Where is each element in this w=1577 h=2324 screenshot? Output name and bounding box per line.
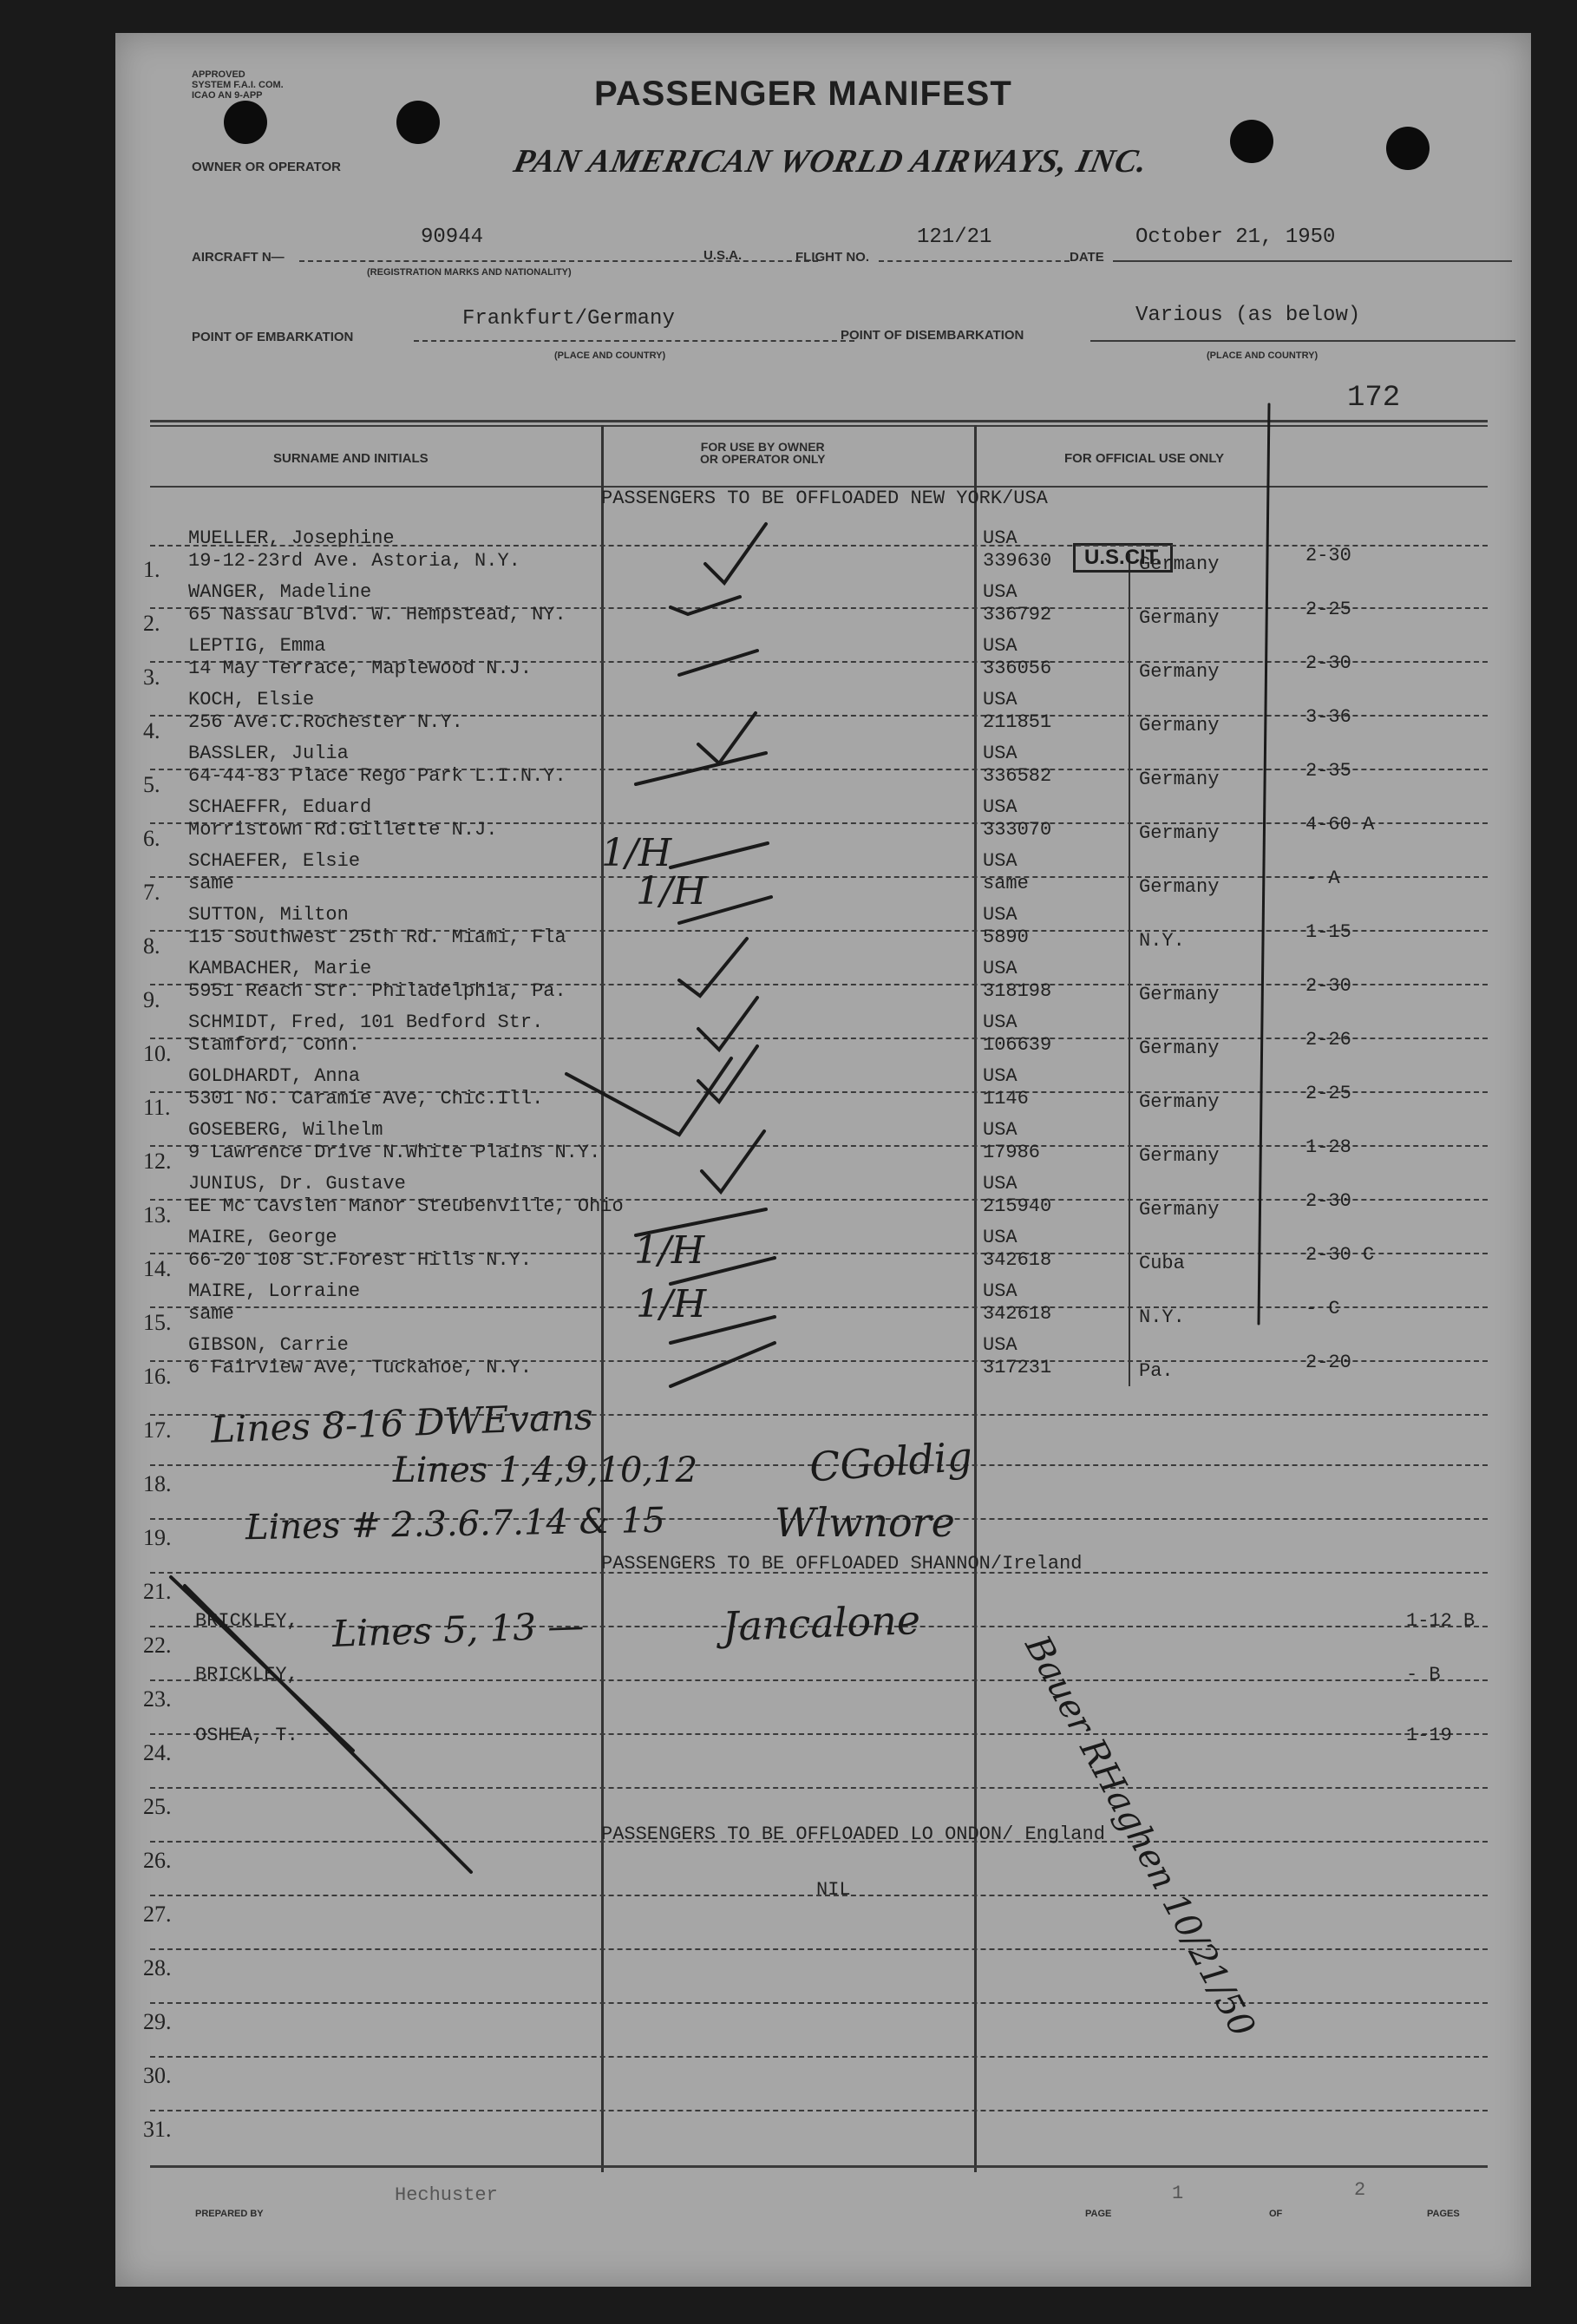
passenger-name: GOLDHARDT, Anna <box>188 1065 361 1087</box>
code-entry: 2-30 <box>1305 1190 1351 1212</box>
handwritten-signature: Jancalone <box>722 1596 921 1650</box>
manifest-page <box>115 33 1531 2287</box>
row-rule <box>150 1679 1488 1681</box>
passport-number: 318198 <box>983 980 1052 1002</box>
aircraft-number: 90944 <box>421 226 484 249</box>
passenger-address: 19-12-23rd Ave. Astoria, N.Y. <box>188 550 520 572</box>
col-owner-header: FOR USE BY OWNER OR OPERATOR ONLY <box>700 440 826 466</box>
passenger-address: Morristown Rd.Gillette N.J. <box>188 819 498 841</box>
row-rule <box>150 2110 1488 2111</box>
line-number: 3. <box>143 664 160 690</box>
passenger-name: SCHAEFER, Elsie <box>188 850 361 872</box>
passport-number: 17986 <box>983 1142 1041 1163</box>
country-entry: Germany <box>1139 607 1220 629</box>
flight-number: 121/21 <box>917 226 992 249</box>
passenger-nationality: USA <box>983 689 1018 710</box>
embark-place: Frankfurt/Germany <box>462 307 675 331</box>
row-rule <box>150 876 1488 878</box>
row-rule <box>150 2056 1488 2058</box>
line-number: 10. <box>143 1041 172 1066</box>
passenger-name: JUNIUS, Dr. Gustave <box>188 1173 406 1195</box>
passenger-address: 115 Southwest 25th Rd. Miami, Fla <box>188 926 566 948</box>
passenger-address: same <box>188 1303 234 1325</box>
handwritten-note: Lines 8-16 DWEvans <box>210 1395 594 1451</box>
country-entry: Germany <box>1139 822 1220 844</box>
line-number: 14. <box>143 1256 172 1281</box>
punch-hole <box>1230 120 1273 163</box>
line-number: 5. <box>143 772 160 797</box>
passenger-address: EE Mc Cavslen Manor Steubenville, Ohio <box>188 1195 624 1217</box>
passport-number: 342618 <box>983 1303 1052 1325</box>
pages-label: PAGES <box>1427 2209 1460 2219</box>
handwritten-note: Lines # 2.3.6.7.14 & 15 <box>245 1500 666 1548</box>
passenger-name: SUTTON, Milton <box>188 904 349 926</box>
form-title: PASSENGER MANIFEST <box>594 75 1012 113</box>
svg-text:1/H: 1/H <box>636 1282 707 1326</box>
country-entry: Germany <box>1139 715 1220 736</box>
country-entry: Germany <box>1139 1145 1220 1167</box>
line-number: 4. <box>143 718 160 743</box>
usa-label: U.S.A. <box>703 248 743 263</box>
airline-name: PAN AMERICAN WORLD AIRWAYS, INC. <box>510 143 1152 180</box>
passenger-nationality: USA <box>983 581 1018 603</box>
col-official-header: FOR OFFICIAL USE ONLY <box>1064 451 1225 466</box>
code-entry: 2-35 <box>1305 760 1351 782</box>
owner-label: OWNER OR OPERATOR <box>192 160 341 174</box>
line-number: 9. <box>143 987 160 1012</box>
code-entry: 2-26 <box>1305 1029 1351 1051</box>
passenger-name: MAIRE, Lorraine <box>188 1280 361 1302</box>
handwritten-signature: Wlwnore <box>775 1499 955 1546</box>
prepared-by: Hechuster <box>395 2184 498 2206</box>
passenger-nationality: USA <box>983 1011 1018 1033</box>
passport-number: 336792 <box>983 604 1052 625</box>
passenger-nationality: USA <box>983 1334 1018 1356</box>
page-total: 2 <box>1354 2179 1366 2201</box>
code-entry: 4-60 A <box>1305 814 1375 835</box>
passport-number: same <box>983 873 1029 894</box>
aircraft-label: AIRCRAFT N— <box>192 250 285 265</box>
country-entry: Germany <box>1139 1038 1220 1059</box>
shannon-code: 1-12 B <box>1406 1610 1476 1632</box>
row-rule <box>150 1787 1488 1789</box>
handwritten-note: Lines 1,4,9,10,12 <box>393 1450 698 1490</box>
line-number: 19. <box>143 1525 172 1550</box>
passenger-address: same <box>188 873 234 894</box>
disembark-caption: (PLACE AND COUNTRY) <box>1207 350 1319 361</box>
passport-number: 339630 <box>983 550 1052 572</box>
punch-hole <box>224 101 267 144</box>
passenger-address: 14 May Terrace, Maplewood N.J. <box>188 658 533 679</box>
passenger-nationality: USA <box>983 904 1018 926</box>
passenger-nationality: USA <box>983 1173 1018 1195</box>
passenger-address: 5951 Reach Str. Philadelphia, Pa. <box>188 980 566 1002</box>
code-entry: 1-15 <box>1305 921 1351 943</box>
passenger-name: KOCH, Elsie <box>188 689 315 710</box>
passport-number: 336056 <box>983 658 1052 679</box>
passenger-name: SCHMIDT, Fred, 101 Bedford Str. <box>188 1011 544 1033</box>
column-rule <box>601 425 604 2172</box>
line-number: 28. <box>143 1955 172 1980</box>
line-number: 11. <box>143 1095 171 1120</box>
us-citizen-stamp: U.S.CIT. <box>1073 543 1173 573</box>
country-entry: Germany <box>1139 1199 1220 1221</box>
passport-number: 215940 <box>983 1195 1052 1217</box>
passenger-address: 64-44-83 Place Rego Park L.I.N.Y. <box>188 765 566 787</box>
passenger-nationality: USA <box>983 958 1018 979</box>
code-entry: 2-25 <box>1305 599 1351 620</box>
shannon-code: 1-19 <box>1406 1725 1452 1746</box>
row-rule <box>150 1733 1488 1735</box>
passenger-nationality: USA <box>983 850 1018 872</box>
line-number: 8. <box>143 933 160 959</box>
passenger-name: KAMBACHER, Marie <box>188 958 372 979</box>
country-entry: Germany <box>1139 769 1220 790</box>
registration-caption: (REGISTRATION MARKS AND NATIONALITY) <box>367 267 572 278</box>
passenger-address: 6 Fairview Ave, Tuckahoe, N.Y. <box>188 1357 533 1378</box>
page-number: 172 <box>1347 382 1401 415</box>
line-number: 6. <box>143 826 160 851</box>
passenger-nationality: USA <box>983 743 1018 764</box>
svg-text:1/H: 1/H <box>634 1228 705 1273</box>
passenger-name: MUELLER, Josephine <box>188 527 395 549</box>
country-entry: N.Y. <box>1139 1306 1185 1328</box>
section-header-ny: PASSENGERS TO BE OFFLOADED NEW YORK/USA <box>601 488 1048 509</box>
shannon-passenger: OSHEA, T. <box>195 1725 298 1746</box>
line-number: 27. <box>143 1902 172 1927</box>
line-number: 22. <box>143 1633 172 1658</box>
prepared-label: PREPARED BY <box>195 2209 264 2219</box>
flight-label: FLIGHT NO. <box>795 250 869 265</box>
country-entry: Germany <box>1139 553 1220 575</box>
handwritten-note: Lines 5, 13 — <box>331 1603 586 1656</box>
passenger-nationality: USA <box>983 1227 1018 1248</box>
row-rule <box>150 1306 1488 1308</box>
line-number: 15. <box>143 1310 172 1335</box>
passenger-nationality: USA <box>983 635 1018 657</box>
line-number: 21. <box>143 1579 172 1604</box>
country-entry: Cuba <box>1139 1253 1185 1274</box>
page-current: 1 <box>1172 2183 1184 2204</box>
passenger-nationality: USA <box>983 1280 1018 1302</box>
line-number: 2. <box>143 611 160 636</box>
passenger-name: LEPTIG, Emma <box>188 635 326 657</box>
embark-label: POINT OF EMBARKATION <box>192 330 354 344</box>
handwritten-side-note: Bauer RHaghen 10/21/50 <box>1017 1629 1263 2044</box>
code-entry: 2-20 <box>1305 1352 1351 1373</box>
line-number: 23. <box>143 1686 172 1712</box>
handwritten-signature: CGoldig <box>808 1432 974 1491</box>
col-surname-header: SURNAME AND INITIALS <box>273 451 429 466</box>
line-number: 30. <box>143 2063 172 2088</box>
line-number: 7. <box>143 880 160 905</box>
column-rule <box>1129 553 1130 1386</box>
code-entry: - A <box>1305 867 1340 889</box>
column-rule <box>974 425 977 2172</box>
line-number: 26. <box>143 1848 172 1873</box>
passenger-nationality: USA <box>983 1065 1018 1087</box>
row-rule <box>150 1948 1488 1950</box>
code-entry: 1-28 <box>1305 1136 1351 1158</box>
passport-number: 1146 <box>983 1088 1029 1110</box>
passenger-address: 5301 No. Caramie Ave, Chic.Ill. <box>188 1088 544 1110</box>
country-entry: N.Y. <box>1139 930 1185 952</box>
passenger-address: 9 Lawrence Drive N.White Plains N.Y. <box>188 1142 601 1163</box>
disembark-label: POINT OF DISEMBARKATION <box>841 328 1024 343</box>
embark-caption: (PLACE AND COUNTRY) <box>554 350 666 361</box>
passenger-name: GIBSON, Carrie <box>188 1334 349 1356</box>
line-number: 1. <box>143 557 160 582</box>
disembark-place: Various (as below) <box>1135 304 1361 327</box>
punch-hole <box>396 101 440 144</box>
row-rule <box>150 2002 1488 2004</box>
line-number: 25. <box>143 1794 172 1819</box>
page-label: PAGE <box>1085 2209 1112 2219</box>
country-entry: Germany <box>1139 984 1220 1005</box>
code-entry: 2-30 C <box>1305 1244 1375 1266</box>
date-label: DATE <box>1070 250 1104 265</box>
line-number: 13. <box>143 1202 172 1227</box>
code-entry: 3-36 <box>1305 706 1351 728</box>
country-entry: Pa. <box>1139 1360 1174 1382</box>
code-entry: 2-30 <box>1305 545 1351 566</box>
shannon-code: - B <box>1406 1664 1441 1686</box>
nil-entry: NIL <box>816 1879 851 1901</box>
country-entry: Germany <box>1139 876 1220 898</box>
svg-text:1/H: 1/H <box>601 831 672 875</box>
passenger-address: 256 Ave.C.Rochester N.Y. <box>188 711 463 733</box>
svg-text:1/H: 1/H <box>636 869 707 913</box>
passenger-address: 65 Nassau Blvd. W. Hempstead, NY. <box>188 604 566 625</box>
of-label: OF <box>1269 2209 1283 2219</box>
country-entry: Germany <box>1139 661 1220 683</box>
passenger-name: GOSEBERG, Wilhelm <box>188 1119 383 1141</box>
line-number: 24. <box>143 1740 172 1765</box>
passport-number: 106639 <box>983 1034 1052 1056</box>
passenger-nationality: USA <box>983 796 1018 818</box>
passport-number: 342618 <box>983 1249 1052 1271</box>
flight-date: October 21, 1950 <box>1135 226 1336 249</box>
passenger-nationality: USA <box>983 1119 1018 1141</box>
passport-number: 317231 <box>983 1357 1052 1378</box>
line-number: 31. <box>143 2117 172 2142</box>
code-entry: 2-30 <box>1305 975 1351 997</box>
punch-hole <box>1386 127 1430 170</box>
passport-number: 336582 <box>983 765 1052 787</box>
line-number: 18. <box>143 1471 172 1496</box>
passenger-address: Stamford, Conn. <box>188 1034 361 1056</box>
passport-number: 5890 <box>983 926 1029 948</box>
line-number: 29. <box>143 2009 172 2034</box>
code-entry: 2-30 <box>1305 652 1351 674</box>
passenger-name: MAIRE, George <box>188 1227 337 1248</box>
shannon-passenger: BRICKLEY, <box>195 1664 298 1686</box>
passenger-address: 66-20 108 St.Forest Hills N.Y. <box>188 1249 533 1271</box>
passport-number: 333070 <box>983 819 1052 841</box>
shannon-passenger: BRICKLEY, <box>195 1610 298 1632</box>
passenger-nationality: USA <box>983 527 1018 549</box>
passenger-name: WANGER, Madeline <box>188 581 372 603</box>
passenger-name: SCHAEFFR, Eduard <box>188 796 372 818</box>
country-entry: Germany <box>1139 1091 1220 1113</box>
section-header-london: PASSENGERS TO BE OFFLOADED LO ONDON/ England <box>601 1823 1105 1845</box>
passport-number: 211851 <box>983 711 1052 733</box>
approval-notice: APPROVED SYSTEM F.A.I. COM. ICAO AN 9-APP <box>192 69 284 101</box>
line-number: 17. <box>143 1417 172 1443</box>
passenger-name: BASSLER, Julia <box>188 743 349 764</box>
line-number: 12. <box>143 1149 172 1174</box>
code-entry: - C <box>1305 1298 1340 1319</box>
line-number: 16. <box>143 1364 172 1389</box>
section-header-shannon: PASSENGERS TO BE OFFLOADED SHANNON/Ireland <box>601 1553 1083 1574</box>
code-entry: 2-25 <box>1305 1083 1351 1104</box>
